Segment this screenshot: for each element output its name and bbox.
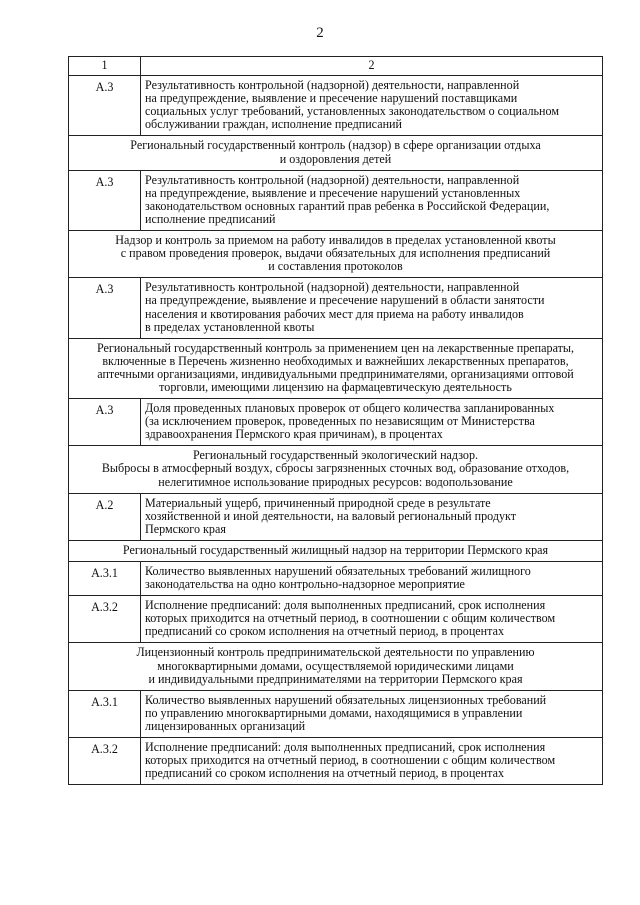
indicator-description: Количество выявленных нарушений обязательных лицензионных требований по управлению многоквартирными домами, находящимися в управлении лицензированных организаций xyxy=(141,690,603,737)
section-header-row xyxy=(69,446,603,493)
section-title: Региональный государственный жилищный надзор на территории Пермского края xyxy=(69,540,603,561)
column-numbers-row xyxy=(69,57,603,76)
section-header-row xyxy=(69,231,603,278)
indicator-description: Исполнение предписаний: доля выполненных предписаний, срок исполнения которых приходится на отчетный период, в соотношении с общим количеством предписаний со сроком исполнения на отчетный период, в процентах xyxy=(141,596,603,643)
indicator-row xyxy=(69,738,603,785)
indicator-row xyxy=(69,278,603,338)
indicator-description: Результативность контрольной (надзорной) деятельности, направленной на предупреждение, выявление и пресечение нарушений поставщиками социальных услуг требований, установленных законодательством о социальном обслуживании граждан, исполнение предписаний xyxy=(141,76,603,136)
indicator-code: А.3 xyxy=(69,399,141,446)
indicator-code: А.3.1 xyxy=(69,690,141,737)
indicator-description: Результативность контрольной (надзорной) деятельности, направленной на предупреждение, выявление и пресечение нарушений в области занятости населения и квотирования рабочих мест для приема на работу инвалидов в пределах установленной квоты xyxy=(141,278,603,338)
indicator-row xyxy=(69,399,603,446)
indicator-code: А.3.2 xyxy=(69,596,141,643)
indicator-row xyxy=(69,493,603,540)
indicator-code: А.3 xyxy=(69,76,141,136)
indicator-code: А.3.2 xyxy=(69,738,141,785)
section-header-row xyxy=(69,136,603,170)
section-header-row xyxy=(69,540,603,561)
section-title: Надзор и контроль за приемом на работу инвалидов в пределах установленной квоты с правом проведения проверок, выдачи обязательных для исполнения предписаний и составления протоколов xyxy=(69,231,603,278)
indicator-code: А.3.1 xyxy=(69,562,141,596)
indicator-description: Количество выявленных нарушений обязательных требований жилищного законодательства на одно контрольно-надзорное мероприятие xyxy=(141,562,603,596)
column-number-1: 1 xyxy=(69,57,141,76)
indicator-row xyxy=(69,76,603,136)
indicator-description: Результативность контрольной (надзорной) деятельности, направленной на предупреждение, выявление и пресечение нарушений установленных законодательством основных гарантий прав ребенка в Российской Федерации, исполнение предписаний xyxy=(141,170,603,230)
section-title: Региональный государственный контроль (надзор) в сфере организации отдыха и оздоровления детей xyxy=(69,136,603,170)
page-number: 2 xyxy=(316,25,324,41)
section-title: Лицензионный контроль предпринимательской деятельности по управлению многоквартирными домами, осуществляемой юридическими лицами и индивидуальными предпринимателями на территории Пермского края xyxy=(69,643,603,690)
indicator-row xyxy=(69,596,603,643)
section-header-row xyxy=(69,338,603,398)
indicator-description: Доля проведенных плановых проверок от общего количества запланированных (за исключением проверок, проведенных по независящим от Министерства здравоохранения Пермского края причинам), в процентах xyxy=(141,399,603,446)
indicator-row xyxy=(69,170,603,230)
indicator-code: А.3 xyxy=(69,170,141,230)
indicator-description: Материальный ущерб, причиненный природной среде в результате хозяйственной и иной деятельности, на валовый региональный продукт Пермского края xyxy=(141,493,603,540)
indicator-code: А.3 xyxy=(69,278,141,338)
section-title: Региональный государственный контроль за применением цен на лекарственные препараты, включенные в Перечень жизненно необходимых и важнейших лекарственных препаратов, аптечными организациями, индивидуальными предпринимателями, организациями оптовой торговли, имеющими лицензию на фармацевтическую деятельность xyxy=(69,338,603,398)
indicator-description: Исполнение предписаний: доля выполненных предписаний, срок исполнения которых приходится на отчетный период, в соотношении с общим количеством предписаний со сроком исполнения на отчетный период, в процентах xyxy=(141,738,603,785)
section-title: Региональный государственный экологический надзор. Выбросы в атмосферный воздух, сбросы загрязненных сточных вод, образование отходов, нелегитимное использование природных ресурсов: водопользование xyxy=(69,446,603,493)
indicators-table xyxy=(68,56,603,785)
section-header-row xyxy=(69,643,603,690)
indicator-row xyxy=(69,562,603,596)
indicator-row xyxy=(69,690,603,737)
column-number-2: 2 xyxy=(141,57,603,76)
indicator-code: А.2 xyxy=(69,493,141,540)
